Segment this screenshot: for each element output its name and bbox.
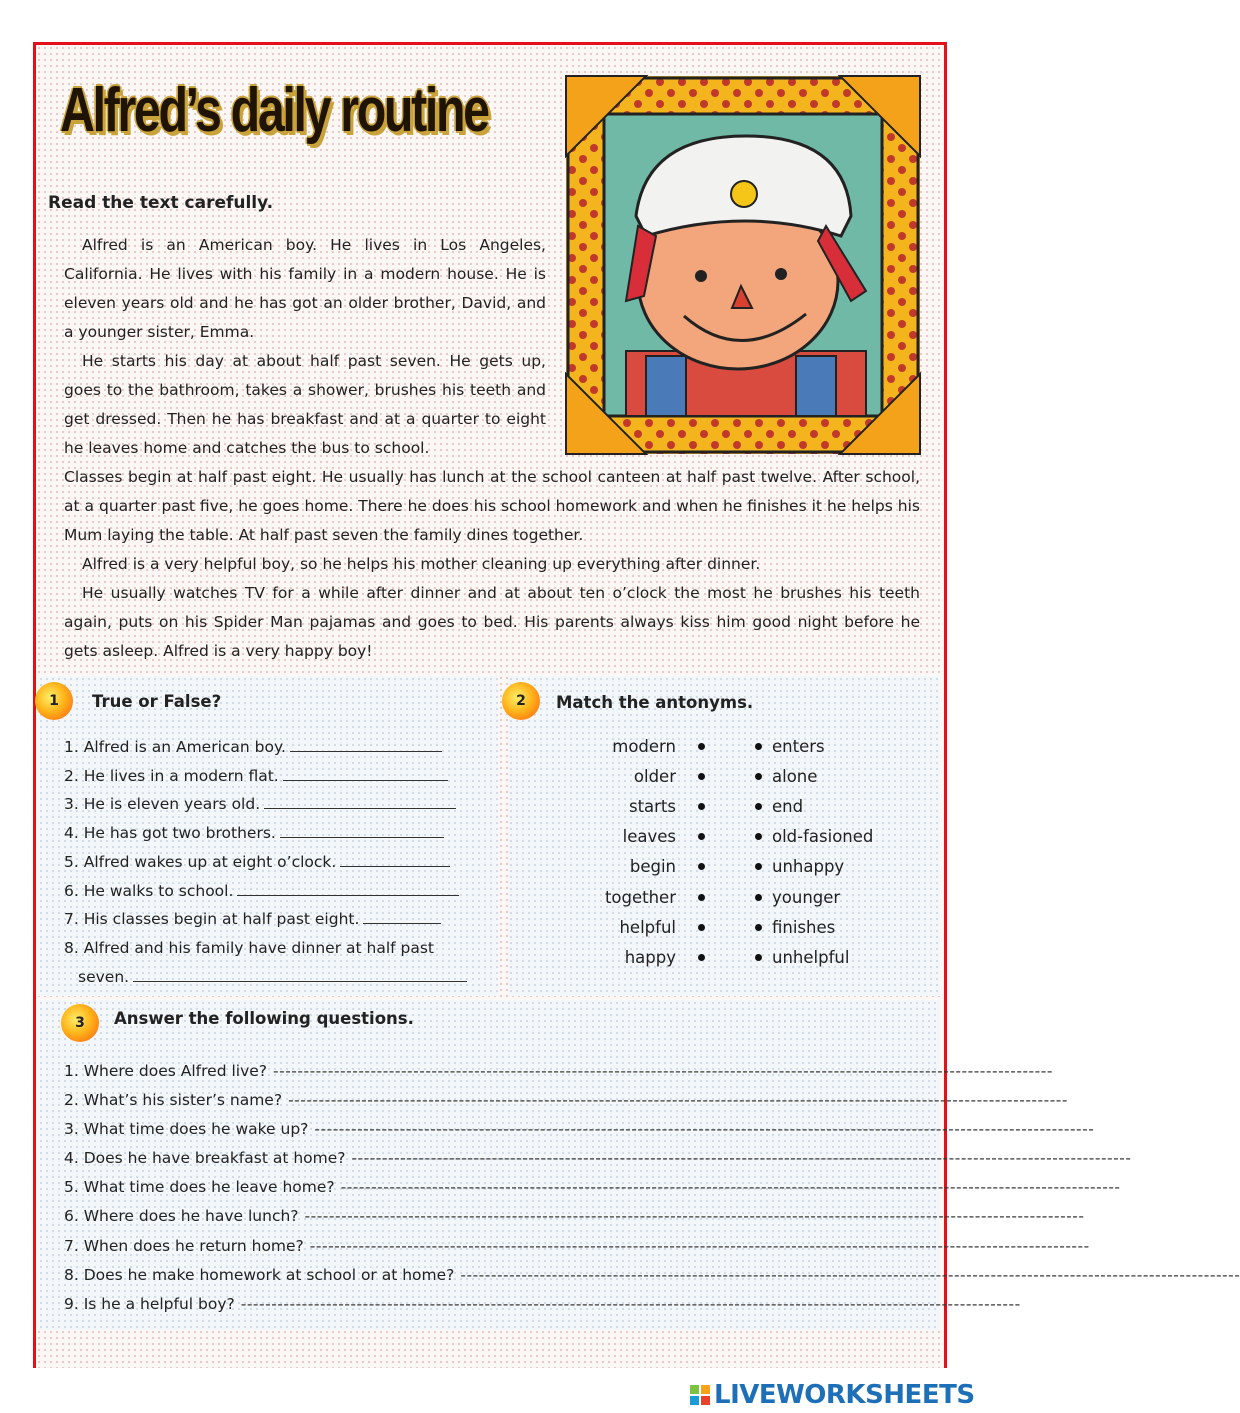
list-item: 8. Does he make homework at school or at home? --------------------------------------------------------------------------------------------------------------------------------: [64, 1261, 914, 1290]
answer-line[interactable]: --------------------------------------------------------------------------------------------------------------------------------: [351, 1149, 1132, 1168]
answer-blank[interactable]: [363, 909, 441, 924]
list-item: 7. When does he return home? --------------------------------------------------------------------------------------------------------------------------------: [64, 1232, 914, 1261]
boy-illustration: [566, 76, 920, 454]
list-item: 6. Where does he have lunch? --------------------------------------------------------------------------------------------------------------------------------: [64, 1202, 914, 1231]
match-dot[interactable]: [698, 773, 705, 780]
match-dot[interactable]: [698, 924, 705, 931]
answer-blank[interactable]: [133, 967, 467, 982]
match-dot[interactable]: [755, 863, 762, 870]
paragraph-1: Alfred is an American boy. He lives in Los Angeles, California. He lives with his family in a modern house. He is eleven years old and he has got an older brother, David, and a younger sister, Emma.: [64, 236, 546, 341]
list-item: 5. What time does he leave home? --------------------------------------------------------------------------------------------------------------------------------: [64, 1173, 914, 1202]
list-item: 8. Alfred and his family have dinner at half past: [64, 938, 434, 957]
list-item: 3. He is eleven years old.: [64, 790, 484, 819]
match-row: [560, 882, 920, 912]
list-item: seven.: [64, 963, 484, 992]
true-false-title: True or False?: [92, 692, 222, 711]
reading-instruction: Read the text carefully.: [48, 193, 274, 213]
right-word: alone: [772, 766, 818, 786]
left-word: modern: [612, 736, 676, 756]
match-dot[interactable]: [755, 803, 762, 810]
left-word: happy: [624, 947, 676, 967]
list-item: 2. What’s his sister’s name? --------------------------------------------------------------------------------------------------------------------------------: [64, 1086, 914, 1115]
true-false-list: [64, 733, 484, 991]
answer-line[interactable]: --------------------------------------------------------------------------------------------------------------------------------: [304, 1207, 1085, 1226]
list-item: 9. Is he a helpful boy? --------------------------------------------------------------------------------------------------------------------------------: [64, 1290, 914, 1319]
match-dot[interactable]: [755, 954, 762, 961]
answer-line[interactable]: --------------------------------------------------------------------------------------------------------------------------------: [460, 1265, 1240, 1284]
match-row: [560, 791, 920, 821]
match-row: [560, 822, 920, 852]
match-dot[interactable]: [755, 743, 762, 750]
match-row: [560, 852, 920, 882]
answer-line[interactable]: --------------------------------------------------------------------------------------------------------------------------------: [240, 1294, 1021, 1313]
left-word: helpful: [619, 917, 676, 937]
match-dot[interactable]: [755, 924, 762, 931]
list-item: 4. Does he have breakfast at home? --------------------------------------------------------------------------------------------------------------------------------: [64, 1144, 914, 1173]
match-dot[interactable]: [698, 863, 705, 870]
left-word: begin: [629, 857, 676, 877]
answer-line[interactable]: --------------------------------------------------------------------------------------------------------------------------------: [314, 1120, 1095, 1139]
answer-blank[interactable]: [237, 881, 459, 896]
list-item: 1. Alfred is an American boy.: [64, 733, 484, 762]
match-dot[interactable]: [698, 743, 705, 750]
list-item: 6. He walks to school.: [64, 877, 484, 906]
right-word: end: [772, 796, 804, 816]
left-word: starts: [628, 796, 676, 816]
match-dot[interactable]: [698, 833, 705, 840]
brand-name: LIVEWORKSHEETS: [714, 1380, 975, 1410]
paragraph-5: He usually watches TV for a while after dinner and at about ten o’clock the most he brushes his teeth again, puts on his Spider Man pajamas and goes to bed. His parents always kiss him good night before he gets asleep. Alfred is a very happy boy!: [64, 584, 920, 660]
paragraph-2: He starts his day at about half past seven. He gets up, goes to the bathroom, takes a shower, brushes his teeth and get dressed. Then he has breakfast and at a quarter to eight he leaves home and catches the bus to school.: [64, 352, 546, 457]
liveworksheets-logo[interactable]: [690, 1380, 975, 1410]
right-word: old-fasioned: [772, 827, 874, 847]
match-dot[interactable]: [698, 803, 705, 810]
match-row: [560, 942, 920, 972]
paragraph-4: Alfred is a very helpful boy, so he helps his mother cleaning up everything after dinner.: [82, 555, 761, 573]
section-2-badge: 2: [502, 682, 540, 720]
left-word: leaves: [622, 827, 676, 847]
right-word: finishes: [772, 917, 836, 937]
antonyms-title: Match the antonyms.: [556, 693, 754, 712]
paragraph-3: Classes begin at half past eight. He usually has lunch at the school canteen at half past twelve. After school, at a quarter past five, he goes home. There he does his school homework and when he finishes it he helps his Mum laying the table. At half past seven the family dines together.: [64, 468, 920, 544]
right-word: unhelpful: [772, 947, 850, 967]
list-item: 7. His classes begin at half past eight.: [64, 905, 484, 934]
left-word: older: [633, 766, 676, 786]
match-dot[interactable]: [698, 894, 705, 901]
left-word: together: [604, 887, 676, 907]
right-word: unhappy: [772, 857, 845, 877]
answer-line[interactable]: --------------------------------------------------------------------------------------------------------------------------------: [288, 1091, 1068, 1110]
reading-text-top: [64, 231, 546, 463]
answer-line[interactable]: --------------------------------------------------------------------------------------------------------------------------------: [340, 1178, 1121, 1197]
questions-title: Answer the following questions.: [114, 1009, 414, 1028]
right-word: younger: [772, 887, 841, 907]
antonyms-matching: [560, 731, 920, 973]
list-item: 4. He has got two brothers.: [64, 819, 484, 848]
match-dot[interactable]: [755, 773, 762, 780]
answer-line[interactable]: --------------------------------------------------------------------------------------------------------------------------------: [309, 1236, 1090, 1255]
list-item: 3. What time does he wake up? --------------------------------------------------------------------------------------------------------------------------------: [64, 1115, 914, 1144]
match-dot[interactable]: [698, 954, 705, 961]
reading-text-bottom: [64, 463, 920, 666]
match-row: [560, 761, 920, 791]
answer-blank[interactable]: [340, 852, 450, 867]
match-row: [560, 731, 920, 761]
section-1-badge: 1: [35, 682, 73, 720]
match-dot[interactable]: [755, 833, 762, 840]
list-item: 2. He lives in a modern flat.: [64, 762, 484, 791]
answer-blank[interactable]: [280, 823, 444, 838]
right-word: enters: [772, 736, 825, 756]
answer-line[interactable]: --------------------------------------------------------------------------------------------------------------------------------: [273, 1062, 1053, 1080]
questions-list: [64, 1057, 1240, 1319]
answer-blank[interactable]: [264, 794, 456, 809]
answer-blank[interactable]: [290, 737, 442, 752]
match-dot[interactable]: [755, 894, 762, 901]
answer-blank[interactable]: [283, 766, 448, 781]
section-3-badge: 3: [61, 1004, 99, 1042]
page-title: Alfred’s daily routine: [60, 76, 488, 145]
logo-icon: [690, 1385, 710, 1405]
list-item: 5. Alfred wakes up at eight o’clock.: [64, 848, 484, 877]
list-item: 1. Where does Alfred live? --------------------------------------------------------------------------------------------------------------------------------: [64, 1057, 914, 1086]
match-row: [560, 912, 920, 942]
